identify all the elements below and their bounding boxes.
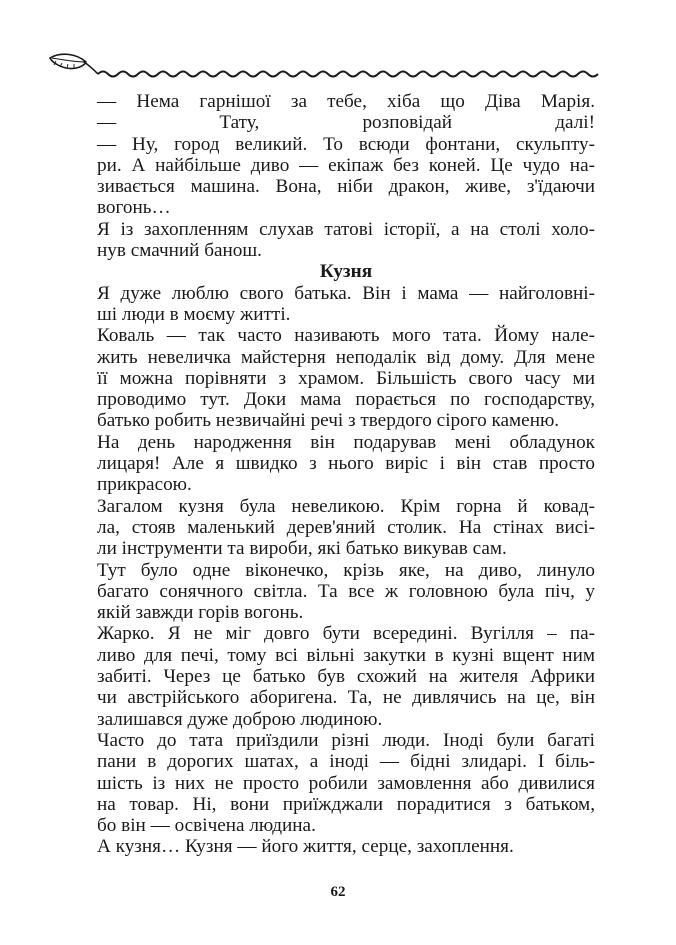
- text-line: забиті. Через це батько був схожий на жителя Африки: [97, 666, 595, 688]
- text-line: нув смачний банош.: [97, 240, 262, 262]
- wave-line: [98, 72, 598, 77]
- text-line: — Нема гарнішої за тебе, хіба що Діва Марія.: [97, 91, 595, 112]
- text-line: зивається машина. Вона, ніби дракон, живе, з'їдаючи: [97, 176, 595, 198]
- text-line: ри. А найбільше диво — екіпаж без коней. Це чудо на-: [97, 154, 595, 176]
- text-line: її можна порівняти з храмом. Більшість свого часу ми: [97, 367, 595, 389]
- feather-wave-ornament: [46, 44, 606, 88]
- text-line: якій завжди горів вогонь.: [97, 602, 304, 624]
- text-line: — Тату, розповідай далі!: [97, 112, 595, 134]
- text-line: Загалом кузня була невеликою. Крім горна й ковад-: [97, 495, 595, 517]
- text-line: вогонь…: [97, 197, 171, 219]
- text-line: Часто до тата приїздили різні люди. Іноді були багаті: [97, 729, 595, 751]
- page-text: [97, 91, 595, 858]
- text-line: Я дуже люблю свого батька. Він і мама — найголовні-: [97, 282, 595, 304]
- text-line: проводимо тут. Доки мама порається по господарству,: [97, 389, 595, 411]
- text-line: ла, стояв маленький дерев'яний столик. На стінах висі-: [97, 516, 595, 538]
- text-line: А кузня… Кузня — його життя, серце, захоплення.: [97, 836, 514, 858]
- text-line: прикрасою.: [97, 474, 192, 496]
- text-line: Тут було одне віконечко, крізь яке, на диво, линуло: [97, 559, 595, 581]
- text-line: ші люди в моєму житті.: [97, 303, 291, 325]
- text-line: жить невеличка майстерня неподалік від дому. Для мене: [97, 346, 595, 368]
- section-heading: Кузня: [319, 261, 373, 283]
- text-line: Я із захопленням слухав татові історії, а на столі холо-: [97, 218, 595, 240]
- text-line: Коваль — так часто називають мого тата. Йому нале-: [97, 325, 595, 347]
- text-line: на товар. Ні, вони приїжджали порадитися з батьком,: [97, 793, 595, 815]
- text-line: пани в дорогих шатах, а іноді — бідні злидарі. І біль-: [97, 751, 595, 773]
- text-line: ливо для печі, тому всі вільні закутки в кузні вщент ним: [97, 644, 595, 666]
- text-line: бо він — освічена людина.: [97, 815, 316, 837]
- text-line: лицаря! Але я швидко з нього виріс і він став просто: [97, 453, 595, 475]
- text-line: чи австрійського аборигена. Та, не дивлячись на це, він: [97, 687, 595, 709]
- page-number: 62: [330, 884, 346, 900]
- text-line: ли інструменти та вироби, які батько викував сам.: [97, 538, 507, 560]
- text-line: — Ну, город великий. То всюди фонтани, скульпту-: [97, 133, 595, 155]
- text-line: Жарко. Я не міг довго бути всередині. Вугілля – па-: [97, 623, 595, 645]
- text-line: залишався дуже доброю людиною.: [97, 708, 383, 730]
- text-line: На день народження він подарував мені обладунок: [97, 431, 595, 453]
- text-line: шість із них не просто робили замовлення або дивилися: [97, 772, 595, 794]
- text-line: багато сонячного світла. Та все ж головною була піч, у: [97, 580, 595, 602]
- text-line: батько робить незвичайні речі з твердого сірого каменю.: [97, 410, 560, 432]
